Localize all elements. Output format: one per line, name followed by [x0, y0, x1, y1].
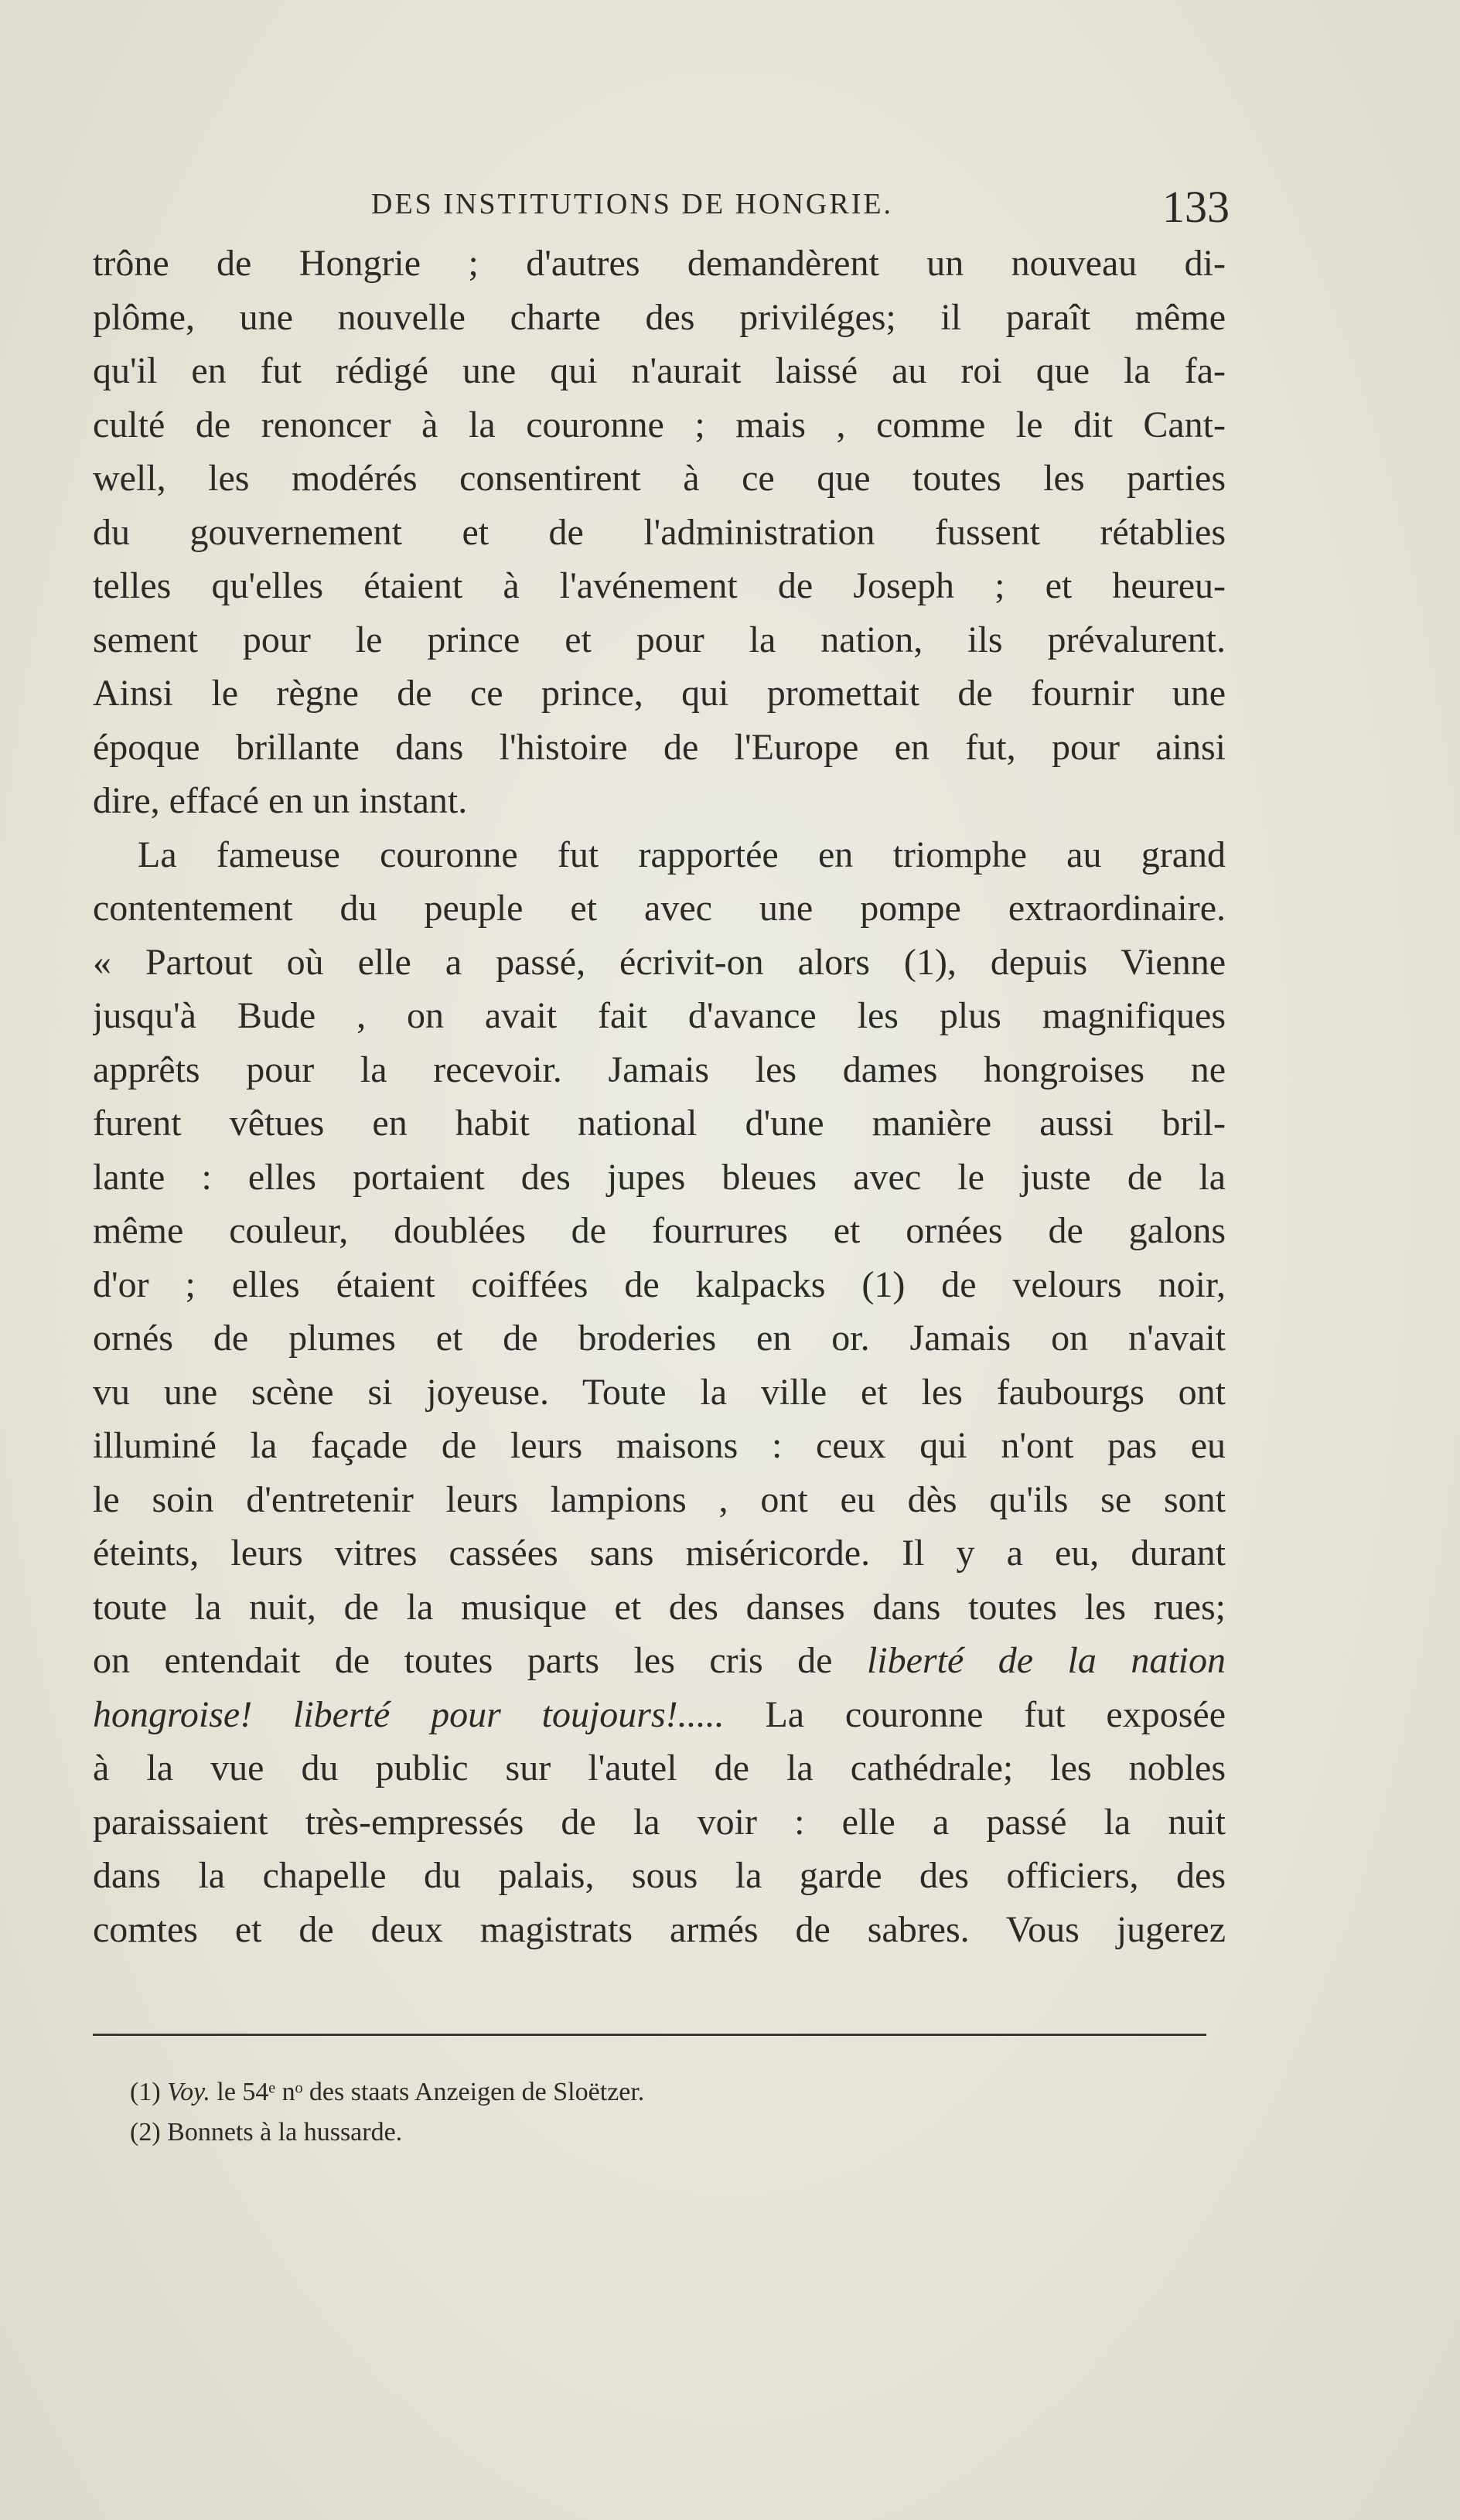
line-text: on entendait de toutes parts les cris de [93, 1640, 833, 1681]
text-line: culté de renoncer à la couronne ; mais , comme le dit Cant- [93, 404, 1226, 445]
text-line: jusqu'à Bude , on avait fait d'avance les plus magnifiques [93, 995, 1226, 1036]
body-text [93, 237, 1226, 1956]
text-line: furent vêtues en habit national d'une manière aussi bril- [93, 1103, 1226, 1144]
text-line: « Partout où elle a passé, écrivit-on alors (1), depuis Vienne [93, 941, 1226, 983]
paragraph-end-line: dire, effacé en un instant. [93, 780, 468, 821]
text-line-with-italic [93, 1634, 1226, 1688]
text-line: telles qu'elles étaient à l'avénement de Joseph ; et heureu- [93, 565, 1226, 606]
text-line: sement pour le prince et pour la nation, ils prévalurent. [93, 619, 1226, 660]
text-line: Ainsi le règne de ce prince, qui promettait de fournir une [93, 673, 1226, 714]
text-line: comtes et de deux magistrats armés de sabres. Vous jugerez [93, 1908, 1226, 1950]
text-line: à la vue du public sur l'autel de la cathédrale; les nobles [93, 1748, 1226, 1789]
footnote-1-abbr: Voy. [167, 2078, 210, 2106]
page-number: 133 [1162, 182, 1230, 232]
running-title: DES INSTITUTIONS DE HONGRIE. [371, 188, 894, 220]
footnotes [130, 2072, 1135, 2153]
text-line: illuminé la façade de leurs maisons : ceux qui n'ont pas eu [93, 1425, 1226, 1466]
text-line: d'or ; elles étaient coiffées de kalpacks (1) de velours noir, [93, 1263, 1226, 1305]
footnote-1-text: le 54ᵉ nᵒ des staats Anzeigen de Sloëtzer. [217, 2078, 645, 2106]
text-line: éteints, leurs vitres cassées sans miséricorde. Il y a eu, durant [93, 1533, 1226, 1574]
text-line: paraissaient très-empressés de la voir : elle a passé la nuit [93, 1801, 1226, 1843]
footnote-1 [130, 2072, 1135, 2113]
page-header [371, 181, 1230, 235]
text-line: contentement du peuple et avec une pompe extraordinaire. [93, 888, 1226, 929]
text-line: toute la nuit, de la musique et des danses dans toutes les rues; [93, 1586, 1226, 1628]
text-line: le soin d'entretenir leurs lampions , ont eu dès qu'ils se sont [93, 1478, 1226, 1520]
text-line: même couleur, doublées de fourrures et ornées de galons [93, 1210, 1226, 1251]
line-text: La couronne fut exposée [765, 1693, 1226, 1735]
text-line: vu une scène si joyeuse. Toute la ville et les faubourgs ont [93, 1371, 1226, 1413]
text-line: lante : elles portaient des jupes bleues avec le juste de la [93, 1156, 1226, 1198]
text-line: du gouvernement et de l'administration fussent rétablies [93, 511, 1226, 553]
footnote-1-number: (1) [130, 2078, 161, 2106]
italic-phrase: liberté de la nation [866, 1640, 1226, 1681]
text-line: époque brillante dans l'histoire de l'Europe en fut, pour ainsi [93, 726, 1226, 768]
text-line: qu'il en fut rédigé une qui n'aurait laissé au roi que la fa- [93, 350, 1226, 391]
text-line: well, les modérés consentirent à ce que toutes les parties [93, 458, 1226, 499]
text-line: trône de Hongrie ; d'autres demandèrent un nouveau di- [93, 243, 1226, 284]
text-line: apprêts pour la recevoir. Jamais les dames hongroises ne [93, 1049, 1226, 1090]
italic-phrase: hongroise! liberté pour toujours!..... [93, 1693, 725, 1735]
text-line: ornés de plumes et de broderies en or. Jamais on n'avait [93, 1318, 1226, 1359]
footnote-2: (2) Bonnets à la hussarde. [130, 2118, 403, 2147]
paragraph-start-line: La fameuse couronne fut rapportée en triomphe au grand [138, 834, 1226, 875]
footnote-rule [93, 2034, 1206, 2036]
text-line: dans la chapelle du palais, sous la garde des officiers, des [93, 1855, 1226, 1896]
text-line: plôme, une nouvelle charte des priviléges; il paraît même [93, 296, 1226, 338]
text-line-with-italic [93, 1688, 1226, 1742]
